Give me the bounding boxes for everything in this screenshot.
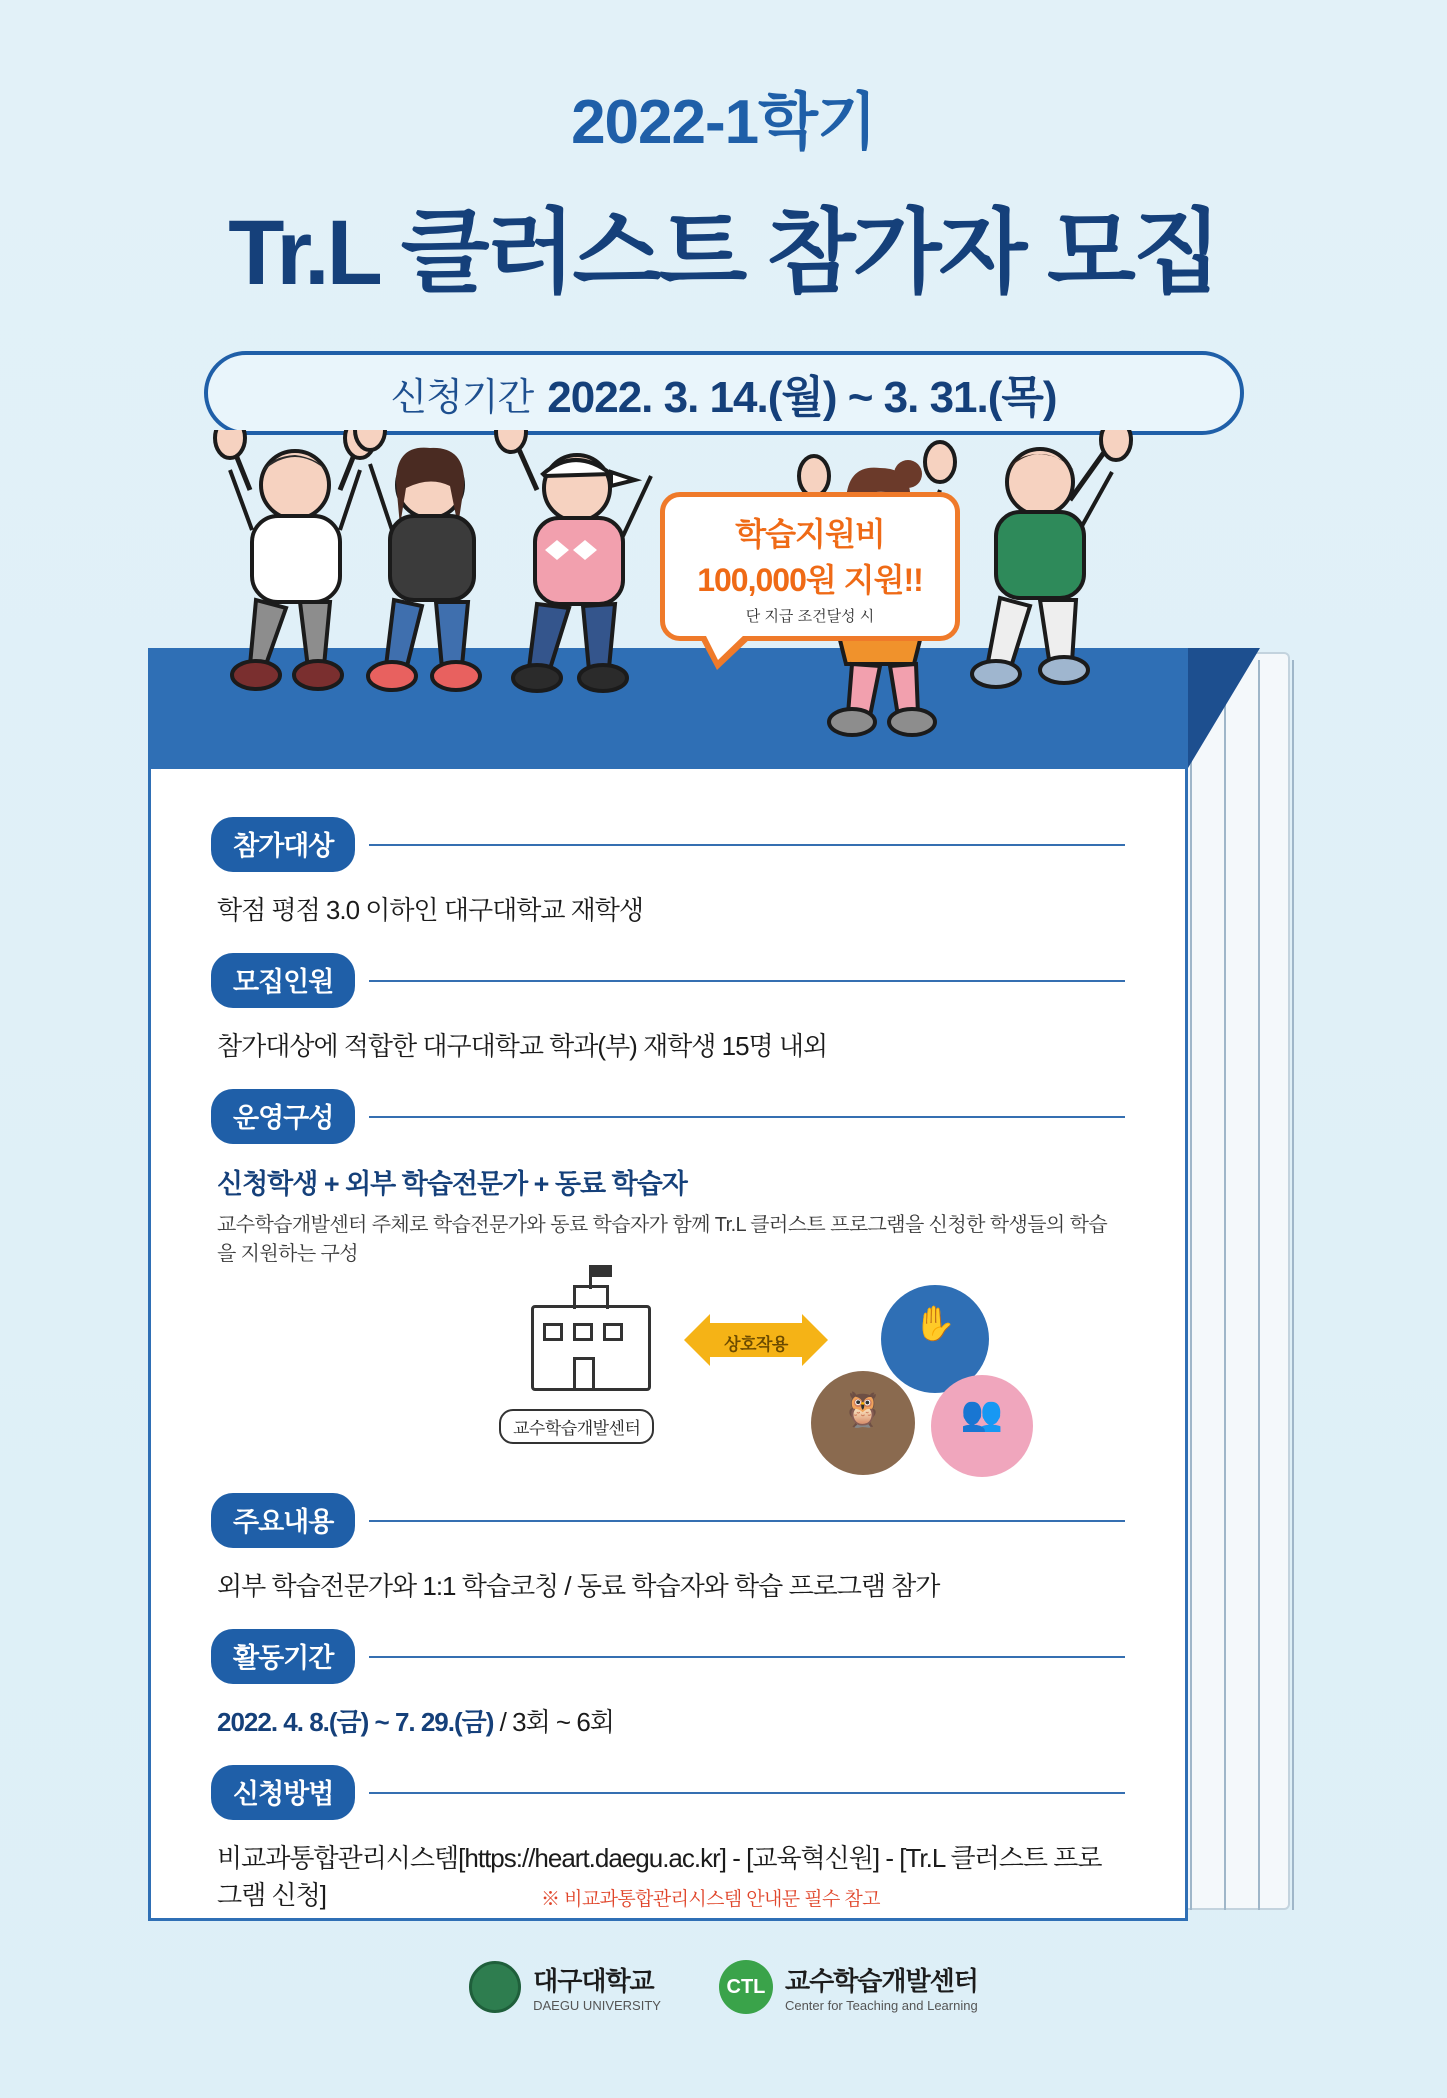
poster-year: 2022-1학기 (571, 88, 876, 157)
ctl-logo (719, 1960, 978, 2014)
diagram-node-peer (931, 1375, 1033, 1517)
university-seal-icon (469, 1961, 521, 2013)
section-divider (369, 1520, 1125, 1522)
section-duration-chip: 활동기간 (211, 1629, 355, 1684)
section-contents-chip: 주요내용 (211, 1493, 355, 1548)
support-fee-note: 단 지급 조건달성 시 (745, 608, 875, 625)
ctl-name-en: Center for Teaching and Learning (784, 1998, 978, 2013)
section-divider (369, 1656, 1125, 1658)
interaction-arrow-icon (681, 1323, 831, 1357)
book-page-lines (1180, 660, 1320, 1910)
section-apply (211, 1765, 1125, 1911)
support-fee-line2: 100,000원 지원!! (697, 562, 923, 598)
section-structure-chip: 운영구성 (211, 1089, 355, 1144)
section-structure-small: 교수학습개발센터 주체로 학습전문가와 동료 학습자가 함께 Tr.L 클러스트 프로그램을 신청한 학생들의 학습을 지원하는 구성 (217, 1214, 1108, 1265)
application-period-value: 2022. 3. 14.(월) ~ 3. 31.(목) (547, 373, 1057, 422)
owl-icon: 🦉 (841, 1391, 885, 1429)
ctl-name-ko: 교수학습개발센터 (784, 1966, 978, 1996)
section-duration-rest: / 3회 ~ 6회 (493, 1707, 614, 1737)
application-period-pill (204, 351, 1244, 435)
section-divider (369, 980, 1125, 982)
university-name-en: DAEGU UNIVERSITY (533, 1998, 661, 2013)
structure-diagram (211, 1283, 1125, 1517)
info-card (148, 766, 1188, 1921)
student-icon: ✋ (913, 1305, 957, 1343)
diagram-node-expert-label: 학습 전문가 (823, 1498, 903, 1515)
university-name-ko: 대구대학교 (533, 1966, 654, 1996)
section-target-chip: 참가대상 (211, 817, 355, 872)
section-duration-body (217, 1702, 1125, 1739)
diagram-node-peer-label: 동료 학습자 (942, 1500, 1022, 1517)
section-capacity-chip: 모집인원 (211, 953, 355, 1008)
section-divider (369, 1792, 1125, 1794)
section-structure-strong: 신청학생 + 외부 학습전문가 + 동료 학습자 (217, 1169, 687, 1199)
section-divider (369, 1116, 1125, 1118)
section-duration-date: 2022. 4. 8.(금) ~ 7. 29.(금) (217, 1707, 494, 1737)
section-target-body: 학점 평점 3.0 이하인 대구대학교 재학생 (217, 895, 644, 925)
support-fee-bubble (660, 492, 960, 641)
section-apply-chip: 신청방법 (211, 1765, 355, 1820)
section-apply-body[interactable]: 비교과통합관리시스템[https://heart.daegu.ac.kr] - [교육혁신원] - [Tr.L 클러스트 프로그램 신청] (217, 1843, 1102, 1910)
daegu-university-logo (469, 1961, 661, 2013)
ctl-badge-icon: CTL (719, 1960, 773, 2014)
section-divider (369, 844, 1125, 846)
book-cover-side (1188, 648, 1260, 768)
poster-title: Tr.L 클러스트 참가자 모집 (228, 202, 1219, 304)
section-contents-body: 외부 학습전문가와 1:1 학습코칭 / 동료 학습자와 학습 프로그램 참가 (217, 1571, 940, 1601)
section-duration (211, 1629, 1125, 1739)
section-apply-note: ※ 비교과통합관리시스템 안내문 필수 참고 (541, 1889, 880, 1910)
section-target (211, 817, 1125, 927)
peer-icon: 👥 (960, 1395, 1004, 1433)
diagram-node-expert (811, 1371, 915, 1515)
footer-logos (0, 1960, 1447, 2014)
interaction-arrow-label: 상호작용 (724, 1335, 788, 1354)
section-capacity (211, 953, 1125, 1063)
application-period-label: 신청기간 (390, 376, 534, 419)
support-fee-line1: 학습지원비 (735, 516, 885, 552)
section-structure (211, 1089, 1125, 1517)
diagram-center-label: 교수학습개발센터 (499, 1409, 654, 1444)
section-capacity-body: 참가대상에 적합한 대구대학교 학과(부) 재학생 15명 내외 (217, 1031, 828, 1061)
